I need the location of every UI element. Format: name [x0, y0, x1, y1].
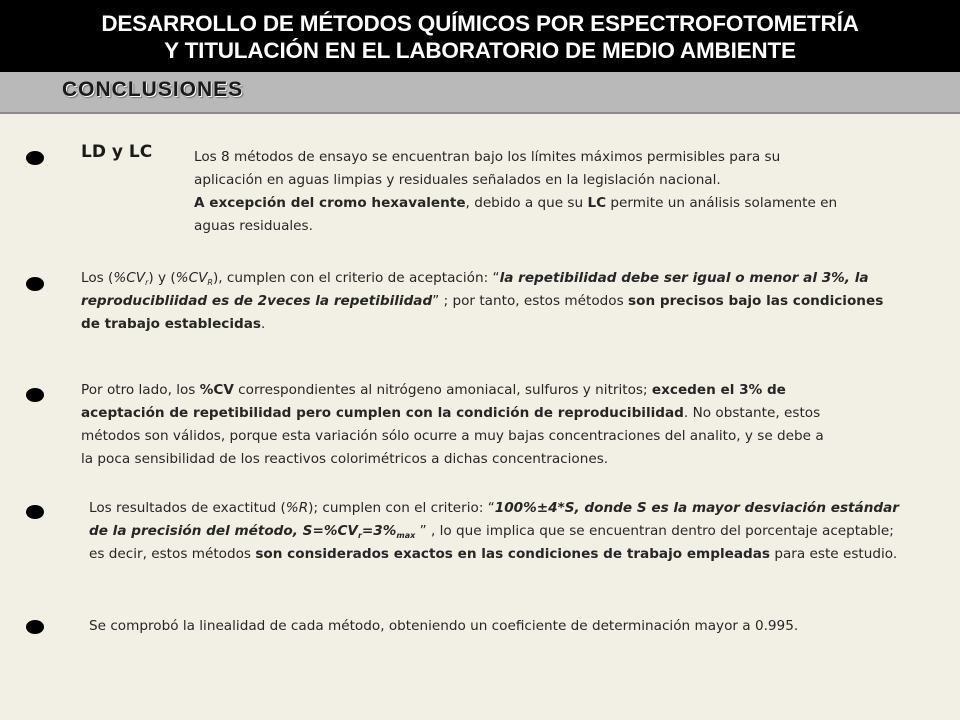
bullet-icon [26, 277, 44, 291]
section-band [0, 72, 960, 114]
item-ld-lc-text: Los 8 métodos de ensayo se encuentran bajo los límites máximos permisibles para su aplicación en aguas limpias y residuales señalados en la legislación nacional. A excepción del cromo hexavalente, debido a que su LC permite un análisis solamente en aguas residuales. [194, 149, 838, 234]
bullet-icon [26, 388, 44, 402]
item-precision-text: Los $(\%CV_r)$ y $(\%CV_R)$, cumplen con el criterio de aceptación: “la repetibilidad debe ser igual o menor al 3%, la reproducibliidad es de 2veces la repetibilidad” ; por tanto, estos métodos son precisos bajo las condiciones de trabajo establecidas. [81, 270, 884, 332]
item-ld-lc-title: LD y LC [81, 142, 153, 162]
slide-title-line-1: DESARROLLO DE MÉTODOS QUÍMICOS POR ESPECTROFOTOMETRÍA [101, 11, 859, 36]
item-cv-text: Por otro lado, los %CV correspondientes al nitrógeno amoniacal, sulfuros y nitritos; exceden el 3% de aceptación de repetibilidad pero cumplen con la condición de reproducibilidad. No obstante, estos métodos son válidos, porque esta variación sólo ocurre a muy bajas concentraciones del analito, y se debe a la poca sensibilidad de los reactivos colorimétricos a dichas concentraciones. [81, 382, 824, 467]
bullet-icon [26, 505, 44, 519]
bullet-icon [26, 151, 44, 165]
slide-title-line-2: Y TITULACIÓN EN EL LABORATORIO DE MEDIO AMBIENTE [164, 38, 796, 63]
section-title: CONCLUSIONES [62, 78, 244, 101]
item-linearity-text: Se comprobó la linealidad de cada método, obteniendo un coeficiente de determinación mayor a 0.995. [89, 618, 799, 634]
bullet-icon [26, 620, 44, 634]
item-accuracy-text: Los resultados de exactitud (%R); cumplen con el criterio: “100%±4*S, donde S es la mayor desviación estándar de la precisión del método, $S=\%CV_r=3\%_{max}$ ” , lo que implica que se encuentran dentro del porcentaje aceptable; es decir, estos métodos son considerados exactos en las condiciones de trabajo empleadas para este estudio. [89, 500, 899, 562]
slide-header [0, 0, 960, 72]
